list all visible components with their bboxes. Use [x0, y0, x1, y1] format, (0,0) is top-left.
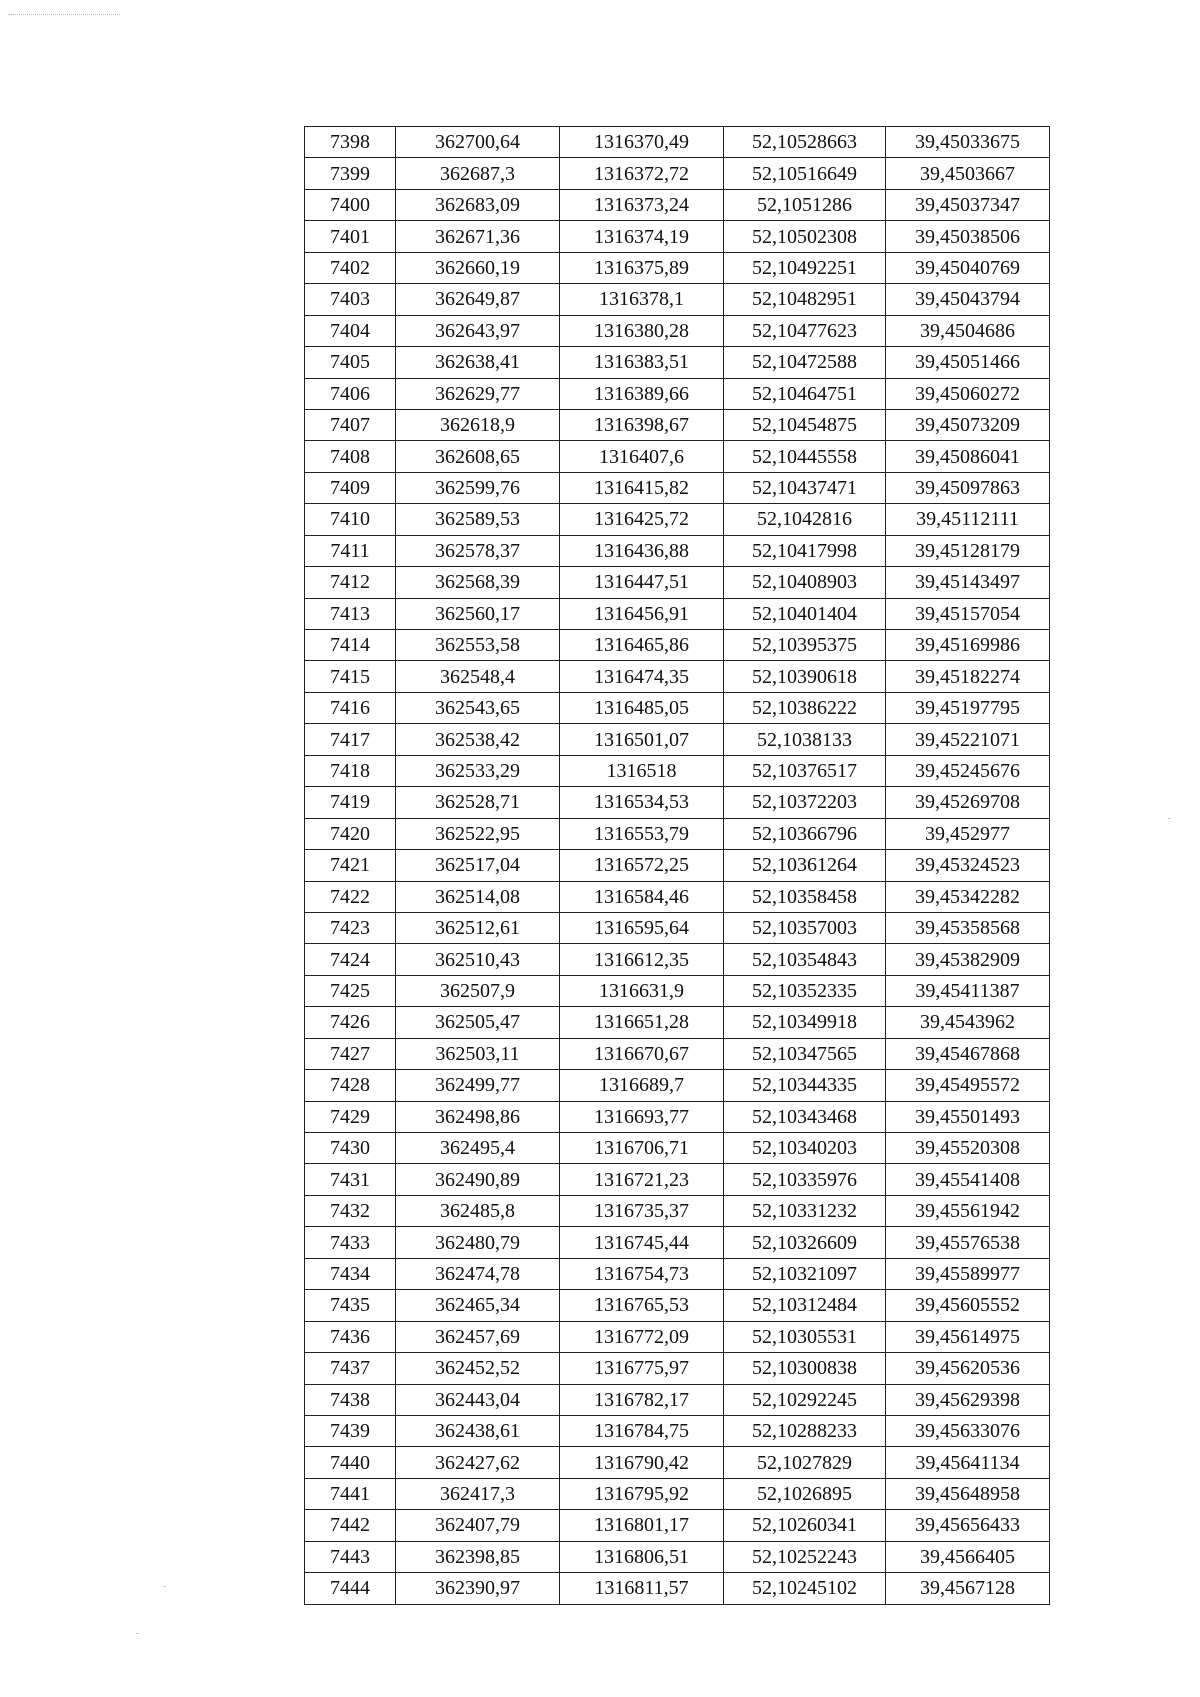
latitude-cell: 52,10492251	[724, 252, 886, 283]
x-coordinate-cell: 362427,62	[396, 1447, 560, 1478]
y-coordinate-cell: 1316534,53	[560, 787, 724, 818]
point-number-cell: 7410	[305, 504, 396, 535]
longitude-cell: 39,45576538	[886, 1227, 1050, 1258]
longitude-cell: 39,45324523	[886, 850, 1050, 881]
y-coordinate-cell: 1316436,88	[560, 535, 724, 566]
y-coordinate-cell: 1316407,6	[560, 441, 724, 472]
y-coordinate-cell: 1316801,17	[560, 1510, 724, 1541]
latitude-cell: 52,10321097	[724, 1258, 886, 1289]
point-number-cell: 7427	[305, 1038, 396, 1069]
table-row	[305, 787, 1050, 818]
longitude-cell: 39,45561942	[886, 1195, 1050, 1226]
y-coordinate-cell: 1316765,53	[560, 1290, 724, 1321]
point-number-cell: 7402	[305, 252, 396, 283]
table-row	[305, 409, 1050, 440]
x-coordinate-cell: 362660,19	[396, 252, 560, 283]
point-number-cell: 7418	[305, 755, 396, 786]
point-number-cell: 7398	[305, 127, 396, 158]
table-row	[305, 912, 1050, 943]
x-coordinate-cell: 362671,36	[396, 221, 560, 252]
y-coordinate-cell: 1316706,71	[560, 1133, 724, 1164]
latitude-cell: 52,1051286	[724, 189, 886, 220]
y-coordinate-cell: 1316370,49	[560, 127, 724, 158]
point-number-cell: 7443	[305, 1541, 396, 1572]
x-coordinate-cell: 362700,64	[396, 127, 560, 158]
y-coordinate-cell: 1316745,44	[560, 1227, 724, 1258]
x-coordinate-cell: 362683,09	[396, 189, 560, 220]
longitude-cell: 39,45143497	[886, 567, 1050, 598]
longitude-cell: 39,45169986	[886, 630, 1050, 661]
y-coordinate-cell: 1316501,07	[560, 724, 724, 755]
point-number-cell: 7441	[305, 1478, 396, 1509]
x-coordinate-cell: 362507,9	[396, 975, 560, 1006]
x-coordinate-cell: 362638,41	[396, 347, 560, 378]
x-coordinate-cell: 362495,4	[396, 1133, 560, 1164]
longitude-cell: 39,45620536	[886, 1353, 1050, 1384]
latitude-cell: 52,10305531	[724, 1321, 886, 1352]
latitude-cell: 52,1042816	[724, 504, 886, 535]
x-coordinate-cell: 362522,95	[396, 818, 560, 849]
table-row	[305, 1007, 1050, 1038]
x-coordinate-cell: 362517,04	[396, 850, 560, 881]
y-coordinate-cell: 1316474,35	[560, 661, 724, 692]
x-coordinate-cell: 362533,29	[396, 755, 560, 786]
latitude-cell: 52,10386222	[724, 692, 886, 723]
y-coordinate-cell: 1316398,67	[560, 409, 724, 440]
point-number-cell: 7406	[305, 378, 396, 409]
y-coordinate-cell: 1316806,51	[560, 1541, 724, 1572]
point-number-cell: 7424	[305, 944, 396, 975]
point-number-cell: 7439	[305, 1415, 396, 1446]
longitude-cell: 39,45648958	[886, 1478, 1050, 1509]
x-coordinate-cell: 362649,87	[396, 284, 560, 315]
table-row	[305, 1321, 1050, 1352]
table-row	[305, 504, 1050, 535]
table-row	[305, 1070, 1050, 1101]
longitude-cell: 39,45033675	[886, 127, 1050, 158]
scan-speck	[136, 1633, 139, 1634]
x-coordinate-cell: 362457,69	[396, 1321, 560, 1352]
table-row	[305, 1415, 1050, 1446]
latitude-cell: 52,10366796	[724, 818, 886, 849]
point-number-cell: 7436	[305, 1321, 396, 1352]
y-coordinate-cell: 1316375,89	[560, 252, 724, 283]
longitude-cell: 39,4566405	[886, 1541, 1050, 1572]
point-number-cell: 7408	[305, 441, 396, 472]
longitude-cell: 39,45605552	[886, 1290, 1050, 1321]
table-row	[305, 755, 1050, 786]
point-number-cell: 7434	[305, 1258, 396, 1289]
point-number-cell: 7412	[305, 567, 396, 598]
latitude-cell: 52,10331232	[724, 1195, 886, 1226]
x-coordinate-cell: 362629,77	[396, 378, 560, 409]
x-coordinate-cell: 362417,3	[396, 1478, 560, 1509]
longitude-cell: 39,45128179	[886, 535, 1050, 566]
table-row	[305, 535, 1050, 566]
table-row	[305, 1164, 1050, 1195]
table-row	[305, 158, 1050, 189]
longitude-cell: 39,45641134	[886, 1447, 1050, 1478]
latitude-cell: 52,10361264	[724, 850, 886, 881]
longitude-cell: 39,45245676	[886, 755, 1050, 786]
point-number-cell: 7421	[305, 850, 396, 881]
table-row	[305, 1227, 1050, 1258]
latitude-cell: 52,1027829	[724, 1447, 886, 1478]
x-coordinate-cell: 362589,53	[396, 504, 560, 535]
latitude-cell: 52,10288233	[724, 1415, 886, 1446]
longitude-cell: 39,452977	[886, 818, 1050, 849]
table-row	[305, 850, 1050, 881]
table-row	[305, 1195, 1050, 1226]
table-row	[305, 1133, 1050, 1164]
y-coordinate-cell: 1316553,79	[560, 818, 724, 849]
latitude-cell: 52,10516649	[724, 158, 886, 189]
point-number-cell: 7431	[305, 1164, 396, 1195]
y-coordinate-cell: 1316372,72	[560, 158, 724, 189]
point-number-cell: 7435	[305, 1290, 396, 1321]
y-coordinate-cell: 1316775,97	[560, 1353, 724, 1384]
longitude-cell: 39,4567128	[886, 1573, 1050, 1604]
longitude-cell: 39,45382909	[886, 944, 1050, 975]
y-coordinate-cell: 1316651,28	[560, 1007, 724, 1038]
y-coordinate-cell: 1316670,67	[560, 1038, 724, 1069]
table-row	[305, 818, 1050, 849]
latitude-cell: 52,10482951	[724, 284, 886, 315]
x-coordinate-cell: 362474,78	[396, 1258, 560, 1289]
longitude-cell: 39,45182274	[886, 661, 1050, 692]
table-row	[305, 347, 1050, 378]
y-coordinate-cell: 1316447,51	[560, 567, 724, 598]
y-coordinate-cell: 1316485,05	[560, 692, 724, 723]
point-number-cell: 7433	[305, 1227, 396, 1258]
latitude-cell: 52,10445558	[724, 441, 886, 472]
latitude-cell: 52,10349918	[724, 1007, 886, 1038]
point-number-cell: 7440	[305, 1447, 396, 1478]
x-coordinate-cell: 362465,34	[396, 1290, 560, 1321]
point-number-cell: 7437	[305, 1353, 396, 1384]
latitude-cell: 52,10260341	[724, 1510, 886, 1541]
point-number-cell: 7411	[305, 535, 396, 566]
point-number-cell: 7400	[305, 189, 396, 220]
longitude-cell: 39,45495572	[886, 1070, 1050, 1101]
longitude-cell: 39,45541408	[886, 1164, 1050, 1195]
table-row	[305, 598, 1050, 629]
longitude-cell: 39,45043794	[886, 284, 1050, 315]
table-row	[305, 1510, 1050, 1541]
latitude-cell: 52,10352335	[724, 975, 886, 1006]
table-row	[305, 1478, 1050, 1509]
latitude-cell: 52,10464751	[724, 378, 886, 409]
table-row	[305, 881, 1050, 912]
latitude-cell: 52,10401404	[724, 598, 886, 629]
x-coordinate-cell: 362438,61	[396, 1415, 560, 1446]
table-row	[305, 975, 1050, 1006]
latitude-cell: 52,10340203	[724, 1133, 886, 1164]
coordinates-table	[304, 126, 1050, 1605]
point-number-cell: 7405	[305, 347, 396, 378]
x-coordinate-cell: 362578,37	[396, 535, 560, 566]
latitude-cell: 52,10395375	[724, 630, 886, 661]
y-coordinate-cell: 1316754,73	[560, 1258, 724, 1289]
point-number-cell: 7422	[305, 881, 396, 912]
y-coordinate-cell: 1316782,17	[560, 1384, 724, 1415]
table-row	[305, 127, 1050, 158]
longitude-cell: 39,45411387	[886, 975, 1050, 1006]
table-row	[305, 1353, 1050, 1384]
point-number-cell: 7438	[305, 1384, 396, 1415]
x-coordinate-cell: 362498,86	[396, 1101, 560, 1132]
y-coordinate-cell: 1316584,46	[560, 881, 724, 912]
latitude-cell: 52,10528663	[724, 127, 886, 158]
latitude-cell: 52,10245102	[724, 1573, 886, 1604]
y-coordinate-cell: 1316383,51	[560, 347, 724, 378]
point-number-cell: 7414	[305, 630, 396, 661]
longitude-cell: 39,45342282	[886, 881, 1050, 912]
point-number-cell: 7409	[305, 472, 396, 503]
point-number-cell: 7404	[305, 315, 396, 346]
y-coordinate-cell: 1316790,42	[560, 1447, 724, 1478]
scan-artifact	[8, 14, 120, 16]
x-coordinate-cell: 362618,9	[396, 409, 560, 440]
latitude-cell: 52,10292245	[724, 1384, 886, 1415]
table-row	[305, 252, 1050, 283]
longitude-cell: 39,45358568	[886, 912, 1050, 943]
point-number-cell: 7415	[305, 661, 396, 692]
x-coordinate-cell: 362512,61	[396, 912, 560, 943]
y-coordinate-cell: 1316811,57	[560, 1573, 724, 1604]
x-coordinate-cell: 362490,89	[396, 1164, 560, 1195]
point-number-cell: 7401	[305, 221, 396, 252]
x-coordinate-cell: 362485,8	[396, 1195, 560, 1226]
x-coordinate-cell: 362398,85	[396, 1541, 560, 1572]
y-coordinate-cell: 1316456,91	[560, 598, 724, 629]
y-coordinate-cell: 1316378,1	[560, 284, 724, 315]
latitude-cell: 52,1026895	[724, 1478, 886, 1509]
latitude-cell: 52,10347565	[724, 1038, 886, 1069]
table-row	[305, 221, 1050, 252]
x-coordinate-cell: 362505,47	[396, 1007, 560, 1038]
point-number-cell: 7425	[305, 975, 396, 1006]
longitude-cell: 39,45040769	[886, 252, 1050, 283]
point-number-cell: 7432	[305, 1195, 396, 1226]
point-number-cell: 7444	[305, 1573, 396, 1604]
table-row	[305, 1038, 1050, 1069]
x-coordinate-cell: 362608,65	[396, 441, 560, 472]
latitude-cell: 52,1038133	[724, 724, 886, 755]
point-number-cell: 7423	[305, 912, 396, 943]
table-row	[305, 441, 1050, 472]
latitude-cell: 52,10300838	[724, 1353, 886, 1384]
longitude-cell: 39,45051466	[886, 347, 1050, 378]
longitude-cell: 39,45633076	[886, 1415, 1050, 1446]
point-number-cell: 7407	[305, 409, 396, 440]
longitude-cell: 39,45157054	[886, 598, 1050, 629]
table-row	[305, 944, 1050, 975]
point-number-cell: 7442	[305, 1510, 396, 1541]
x-coordinate-cell: 362503,11	[396, 1038, 560, 1069]
latitude-cell: 52,10417998	[724, 535, 886, 566]
longitude-cell: 39,45589977	[886, 1258, 1050, 1289]
y-coordinate-cell: 1316415,82	[560, 472, 724, 503]
table-row	[305, 692, 1050, 723]
longitude-cell: 39,45467868	[886, 1038, 1050, 1069]
table-row	[305, 378, 1050, 409]
latitude-cell: 52,10357003	[724, 912, 886, 943]
x-coordinate-cell: 362514,08	[396, 881, 560, 912]
latitude-cell: 52,10354843	[724, 944, 886, 975]
y-coordinate-cell: 1316380,28	[560, 315, 724, 346]
x-coordinate-cell: 362543,65	[396, 692, 560, 723]
table-row	[305, 630, 1050, 661]
table-row	[305, 284, 1050, 315]
point-number-cell: 7399	[305, 158, 396, 189]
longitude-cell: 39,45097863	[886, 472, 1050, 503]
scan-speck	[163, 1586, 166, 1587]
x-coordinate-cell: 362599,76	[396, 472, 560, 503]
y-coordinate-cell: 1316465,86	[560, 630, 724, 661]
y-coordinate-cell: 1316595,64	[560, 912, 724, 943]
point-number-cell: 7413	[305, 598, 396, 629]
longitude-cell: 39,45269708	[886, 787, 1050, 818]
table-row	[305, 567, 1050, 598]
table-row	[305, 1290, 1050, 1321]
x-coordinate-cell: 362452,52	[396, 1353, 560, 1384]
x-coordinate-cell: 362538,42	[396, 724, 560, 755]
y-coordinate-cell: 1316693,77	[560, 1101, 724, 1132]
point-number-cell: 7403	[305, 284, 396, 315]
x-coordinate-cell: 362560,17	[396, 598, 560, 629]
longitude-cell: 39,45221071	[886, 724, 1050, 755]
point-number-cell: 7426	[305, 1007, 396, 1038]
y-coordinate-cell: 1316795,92	[560, 1478, 724, 1509]
latitude-cell: 52,10408903	[724, 567, 886, 598]
table-row	[305, 661, 1050, 692]
longitude-cell: 39,45520308	[886, 1133, 1050, 1164]
point-number-cell: 7430	[305, 1133, 396, 1164]
point-number-cell: 7420	[305, 818, 396, 849]
table-row	[305, 1101, 1050, 1132]
table-row	[305, 1573, 1050, 1604]
y-coordinate-cell: 1316689,7	[560, 1070, 724, 1101]
point-number-cell: 7417	[305, 724, 396, 755]
table-row	[305, 472, 1050, 503]
x-coordinate-cell: 362643,97	[396, 315, 560, 346]
longitude-cell: 39,45037347	[886, 189, 1050, 220]
point-number-cell: 7428	[305, 1070, 396, 1101]
longitude-cell: 39,45197795	[886, 692, 1050, 723]
table-row	[305, 315, 1050, 346]
latitude-cell: 52,10335976	[724, 1164, 886, 1195]
latitude-cell: 52,10326609	[724, 1227, 886, 1258]
latitude-cell: 52,10376517	[724, 755, 886, 786]
latitude-cell: 52,10502308	[724, 221, 886, 252]
table-row	[305, 724, 1050, 755]
longitude-cell: 39,4543962	[886, 1007, 1050, 1038]
longitude-cell: 39,45086041	[886, 441, 1050, 472]
point-number-cell: 7429	[305, 1101, 396, 1132]
latitude-cell: 52,10358458	[724, 881, 886, 912]
longitude-cell: 39,45501493	[886, 1101, 1050, 1132]
y-coordinate-cell: 1316572,25	[560, 850, 724, 881]
longitude-cell: 39,45073209	[886, 409, 1050, 440]
longitude-cell: 39,45038506	[886, 221, 1050, 252]
point-number-cell: 7419	[305, 787, 396, 818]
x-coordinate-cell: 362687,3	[396, 158, 560, 189]
latitude-cell: 52,10477623	[724, 315, 886, 346]
y-coordinate-cell: 1316374,19	[560, 221, 724, 252]
x-coordinate-cell: 362568,39	[396, 567, 560, 598]
y-coordinate-cell: 1316784,75	[560, 1415, 724, 1446]
latitude-cell: 52,10312484	[724, 1290, 886, 1321]
y-coordinate-cell: 1316425,72	[560, 504, 724, 535]
latitude-cell: 52,10252243	[724, 1541, 886, 1572]
table-row	[305, 1541, 1050, 1572]
y-coordinate-cell: 1316518	[560, 755, 724, 786]
longitude-cell: 39,4504686	[886, 315, 1050, 346]
y-coordinate-cell: 1316772,09	[560, 1321, 724, 1352]
latitude-cell: 52,10472588	[724, 347, 886, 378]
latitude-cell: 52,10343468	[724, 1101, 886, 1132]
y-coordinate-cell: 1316721,23	[560, 1164, 724, 1195]
longitude-cell: 39,4503667	[886, 158, 1050, 189]
table-row	[305, 1384, 1050, 1415]
x-coordinate-cell: 362390,97	[396, 1573, 560, 1604]
longitude-cell: 39,45112111	[886, 504, 1050, 535]
latitude-cell: 52,10344335	[724, 1070, 886, 1101]
y-coordinate-cell: 1316373,24	[560, 189, 724, 220]
x-coordinate-cell: 362480,79	[396, 1227, 560, 1258]
latitude-cell: 52,10437471	[724, 472, 886, 503]
latitude-cell: 52,10390618	[724, 661, 886, 692]
table-row	[305, 189, 1050, 220]
x-coordinate-cell: 362443,04	[396, 1384, 560, 1415]
longitude-cell: 39,45656433	[886, 1510, 1050, 1541]
longitude-cell: 39,45060272	[886, 378, 1050, 409]
x-coordinate-cell: 362499,77	[396, 1070, 560, 1101]
coordinates-table-body	[305, 127, 1050, 1605]
x-coordinate-cell: 362553,58	[396, 630, 560, 661]
y-coordinate-cell: 1316631,9	[560, 975, 724, 1006]
table-row	[305, 1447, 1050, 1478]
latitude-cell: 52,10372203	[724, 787, 886, 818]
latitude-cell: 52,10454875	[724, 409, 886, 440]
x-coordinate-cell: 362510,43	[396, 944, 560, 975]
scan-speck	[1168, 818, 1171, 819]
point-number-cell: 7416	[305, 692, 396, 723]
y-coordinate-cell: 1316735,37	[560, 1195, 724, 1226]
x-coordinate-cell: 362548,4	[396, 661, 560, 692]
longitude-cell: 39,45614975	[886, 1321, 1050, 1352]
x-coordinate-cell: 362407,79	[396, 1510, 560, 1541]
x-coordinate-cell: 362528,71	[396, 787, 560, 818]
longitude-cell: 39,45629398	[886, 1384, 1050, 1415]
table-row	[305, 1258, 1050, 1289]
y-coordinate-cell: 1316389,66	[560, 378, 724, 409]
y-coordinate-cell: 1316612,35	[560, 944, 724, 975]
